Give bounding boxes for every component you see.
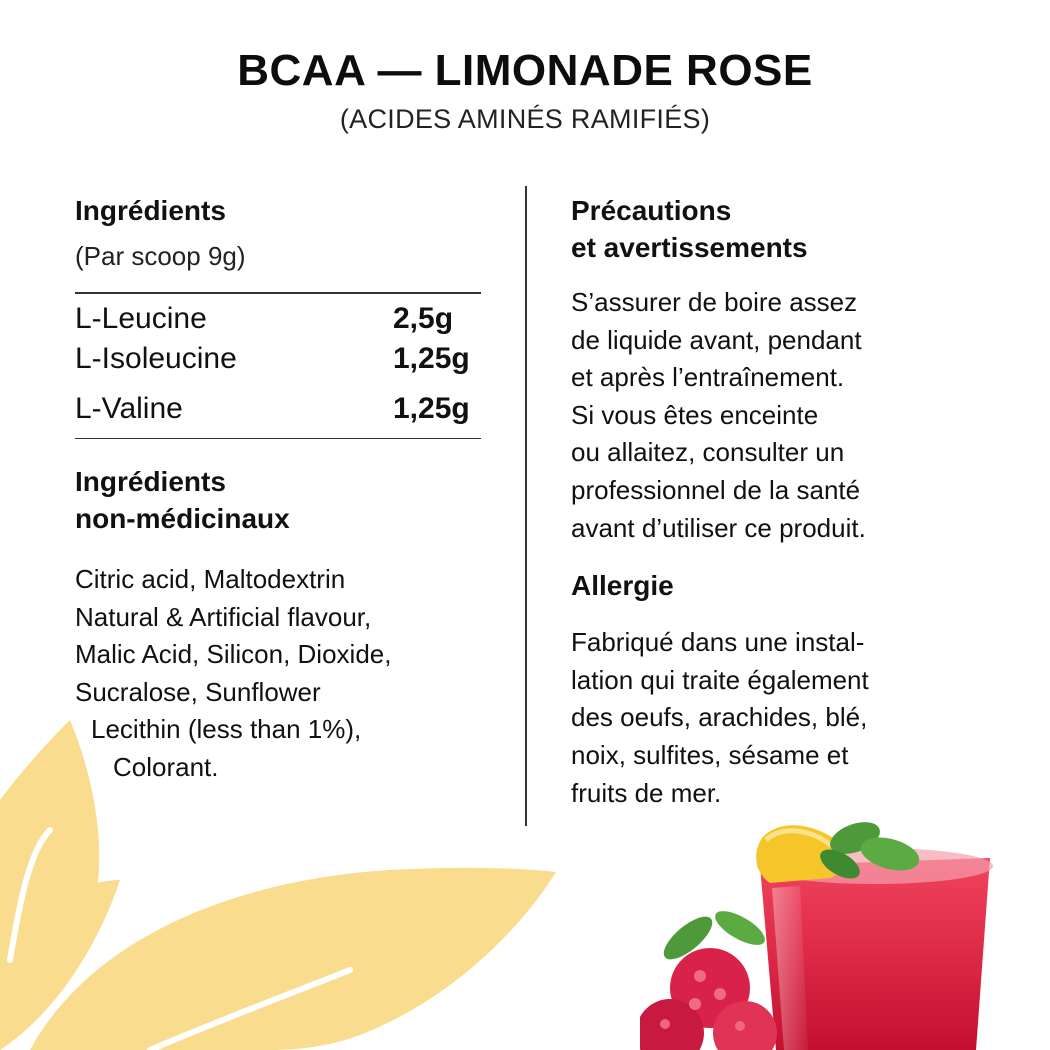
precautions-heading-line: et avertissements [571,232,808,263]
non-medicinal-line: Natural & Artificial flavour, [75,601,372,632]
ingredient-name: L-Valine [75,391,183,425]
ingredient-amount: 1,25g [393,341,470,375]
allergy-line: noix, sulfites, sésame et [571,739,849,770]
ingredient-amount: 2,5g [393,301,454,335]
right-column [571,192,991,812]
allergy-line: fruits de mer. [571,777,722,808]
precautions-heading [571,192,991,266]
ingredients-top-rule [75,292,481,294]
allergy-line: des oeufs, arachides, blé, [571,702,868,733]
non-medicinal-line: Colorant. [113,751,219,782]
ingredient-name: L-Isoleucine [75,341,237,375]
ingredients-bottom-rule [75,438,481,440]
non-medicinal-heading [75,463,481,537]
non-medicinal-line: Sucralose, Sunflower [75,676,321,707]
page-title: BCAA — LIMONADE ROSE [237,46,813,95]
ingredient-row [75,301,481,335]
ingredient-row [75,391,481,425]
page-subtitle: (ACIDES AMINÉS RAMIFIÉS) [339,104,711,134]
allergy-text [571,624,991,812]
non-medicinal-line: Citric acid, Maltodextrin [75,564,346,594]
ingredient-row [75,341,481,375]
per-scoop-note: (Par scoop 9g) [75,241,246,271]
precautions-heading-line: Précautions [571,195,732,226]
non-medicinal-line: Lecithin (less than 1%), [91,714,362,744]
non-medicinal-line: Malic Acid, Silicon, Dioxide, [75,639,392,669]
allergy-heading: Allergie [571,570,674,602]
leaf-illustration [0,720,570,1050]
non-medicinal-heading-line: Ingrédients [75,466,226,497]
left-column [75,192,481,786]
ingredient-amount: 1,25g [393,391,470,425]
ingredients-heading: Ingrédients [75,195,226,226]
precautions-line: S’assurer de boire assez [571,287,858,317]
precautions-line: de liquide avant, pendant [571,324,862,355]
precautions-text [571,284,991,547]
precautions-line: Si vous êtes enceinte [571,399,819,430]
precautions-line: ou allaitez, consulter un [571,437,845,468]
allergy-line: Fabriqué dans une instal- [571,627,865,658]
precautions-line: professionnel de la santé [571,474,861,505]
precautions-line: avant d’utiliser ce produit. [571,512,866,543]
allergy-line: lation qui traite également [571,664,869,695]
precautions-line: et après l’entraînement. [571,362,845,393]
ingredient-name: L-Leucine [75,301,207,335]
non-medicinal-heading-line: non-médicinaux [75,503,290,534]
pink-lemonade-glass-photo [640,818,1050,1050]
raspberry-leaf [710,904,769,951]
